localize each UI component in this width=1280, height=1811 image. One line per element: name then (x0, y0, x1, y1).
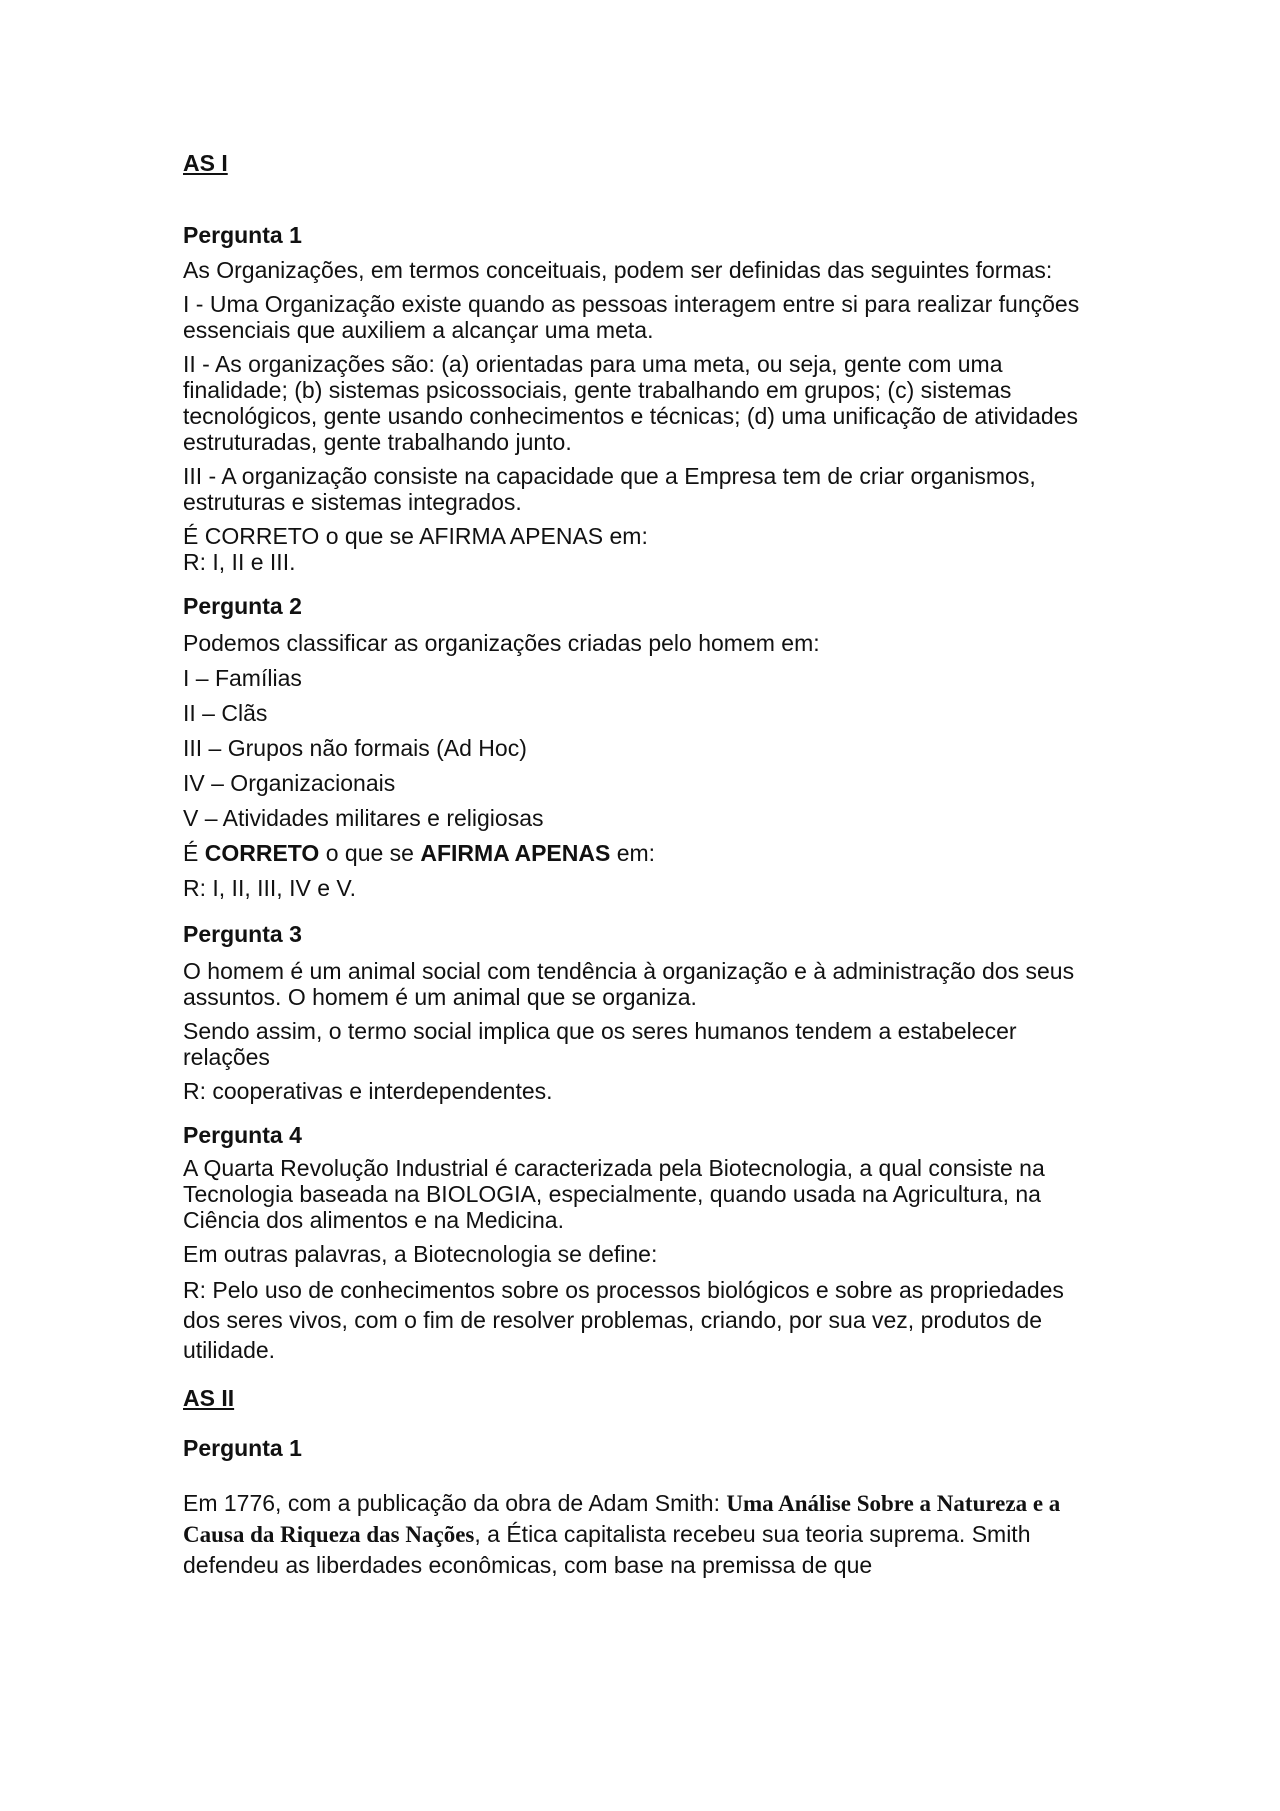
emphasis-text: CORRETO (204, 840, 320, 866)
list-item: IV – Organizacionais (183, 770, 396, 796)
text-fragment: , a Ética capitalista recebeu sua teoria suprema. Smith defendeu as liberdades econômicas, com base na premissa de que (183, 1521, 1031, 1578)
document-page (183, 150, 1098, 1580)
question-title: Pergunta 1 (183, 222, 302, 248)
question-text: I - Uma Organização existe quando as pessoas interagem entre si para realizar funções essenciais que auxiliem a alcançar uma meta. (183, 291, 1080, 343)
list-item: V – Atividades militares e religiosas (183, 805, 544, 831)
question-title: Pergunta 2 (183, 593, 302, 619)
question-text: É CORRETO o que se AFIRMA APENAS em: (183, 523, 648, 549)
question-text: Podemos classificar as organizações criadas pelo homem em: (183, 630, 820, 656)
text-fragment: Em 1776, com a publicação da obra de Adam Smith: (183, 1490, 727, 1516)
question-title: Pergunta 3 (183, 921, 302, 947)
text-fragment: o que se (319, 840, 421, 866)
answer-text: R: I, II, III, IV e V. (183, 875, 356, 901)
question-text: III - A organização consiste na capacidade que a Empresa tem de criar organismos, estruturas e sistemas integrados. (183, 463, 1036, 515)
section-title-as-i: AS I (183, 150, 228, 176)
list-item: II – Clãs (183, 700, 268, 726)
question-text: Em outras palavras, a Biotecnologia se define: (183, 1241, 658, 1267)
question-text (183, 840, 1098, 866)
answer-text: R: Pelo uso de conhecimentos sobre os processos biológicos e sobre as propriedades dos seres vivos, com o fim de resolver problemas, criando, por sua vez, produtos de utilidade. (183, 1277, 1064, 1363)
section-title-as-ii: AS II (183, 1385, 235, 1411)
question-title: Pergunta 4 (183, 1122, 302, 1148)
question-text: O homem é um animal social com tendência à organização e à administração dos seus assuntos. O homem é um animal que se organiza. (183, 958, 1075, 1010)
list-item: I – Famílias (183, 665, 302, 691)
question-text: A Quarta Revolução Industrial é caracterizada pela Biotecnologia, a qual consiste na Tecnologia baseada na BIOLOGIA, especialmente, quando usada na Agricultura, na Ciência dos alimentos e na Medicina. (183, 1155, 1045, 1233)
answer-text: R: cooperativas e interdependentes. (183, 1078, 553, 1104)
question-text: II - As organizações são: (a) orientadas para uma meta, ou seja, gente com uma finalidade; (b) sistemas psicossociais, gente trabalhando em grupos; (c) sistemas tecnológicos, gente usando conhecimentos e técnicas; (d) uma unificação de atividades estruturadas, gente trabalhando junto. (183, 351, 1078, 455)
question-text (183, 1488, 1098, 1580)
text-fragment: É (183, 840, 205, 866)
emphasis-text: AFIRMA APENAS (420, 840, 611, 866)
question-title: Pergunta 1 (183, 1435, 302, 1461)
answer-text: R: I, II e III. (183, 549, 296, 575)
book-title: Uma Análise Sobre a Natureza e a Causa da Riqueza das Nações (183, 1491, 1061, 1547)
list-item: III – Grupos não formais (Ad Hoc) (183, 735, 527, 761)
question-text: As Organizações, em termos conceituais, podem ser definidas das seguintes formas: (183, 257, 1053, 283)
question-text: Sendo assim, o termo social implica que os seres humanos tendem a estabelecer relações (183, 1018, 1017, 1070)
text-fragment: em: (610, 840, 656, 866)
